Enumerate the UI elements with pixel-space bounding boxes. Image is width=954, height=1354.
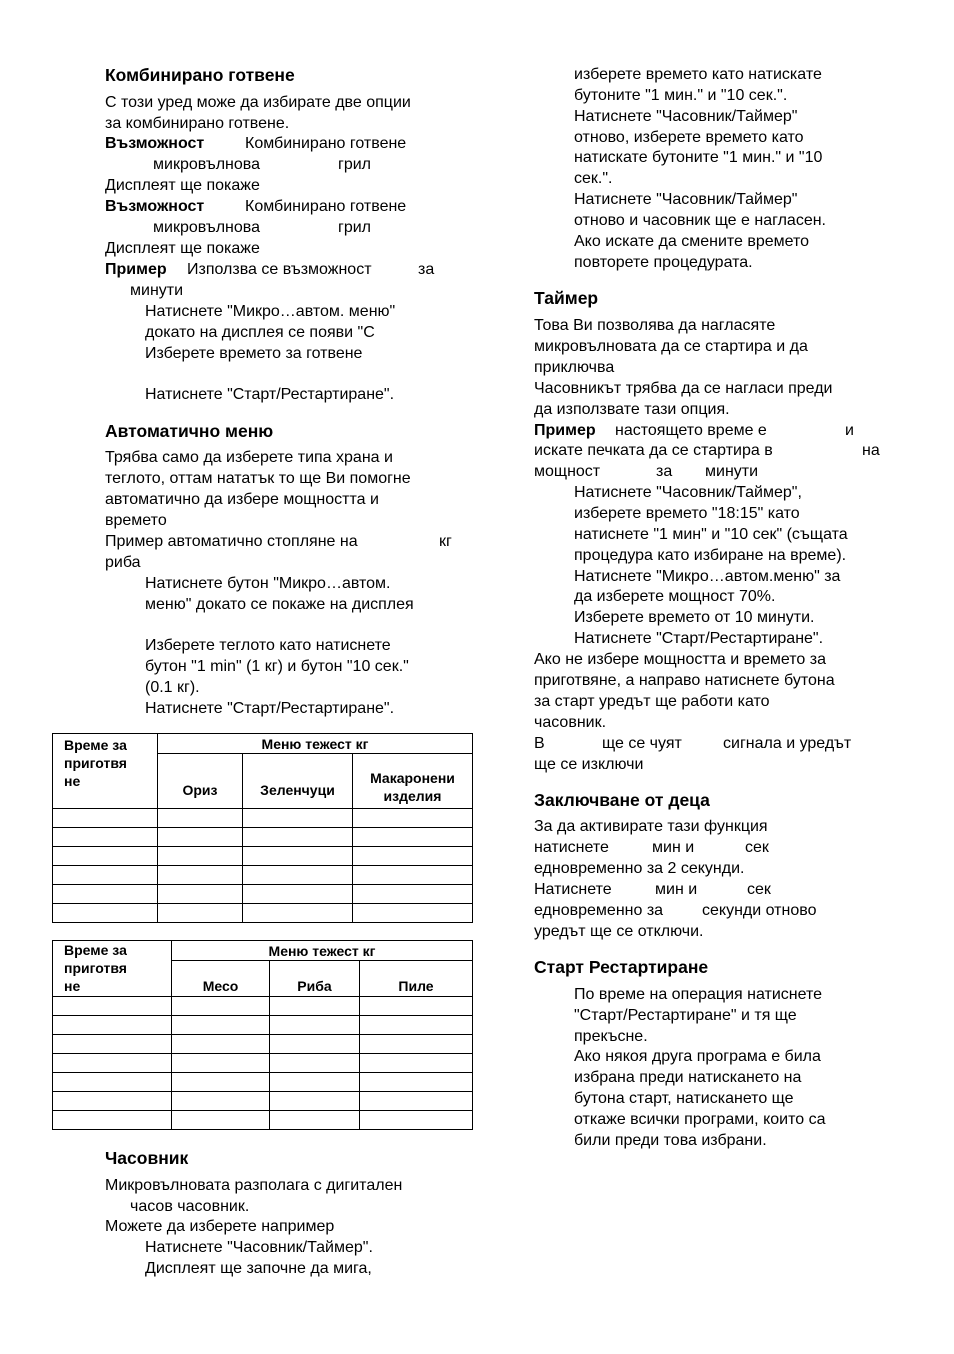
example-label: Пример xyxy=(105,261,167,278)
table-row xyxy=(53,1054,473,1073)
option-label: Възможност xyxy=(105,135,205,152)
text-line: ще се изключи xyxy=(534,756,644,773)
section-title-combined-cooking: Комбинирано готвене xyxy=(105,65,295,85)
header-text: не xyxy=(64,978,81,994)
section-title-clock: Часовник xyxy=(105,1148,189,1168)
text-line: повторете процедурата. xyxy=(574,254,753,271)
text-line: мин и xyxy=(655,881,698,898)
section-title-child-lock: Заключване от деца xyxy=(534,790,710,810)
header-text: Време за xyxy=(64,737,127,753)
text-line: Натиснете "Часовник/Таймер", xyxy=(574,484,802,501)
text-line: микровълнова xyxy=(153,219,260,236)
text-line: отново, изберете времето като xyxy=(574,129,804,146)
text-line: микровълновата да се стартира и да xyxy=(534,338,808,355)
text-line: Дисплеят ще покаже xyxy=(105,177,260,194)
text-line: Изберете теглото като натиснете xyxy=(145,637,391,654)
text-line: секунди отново xyxy=(702,902,817,919)
text-line: бутоните "1 мин." и "10 сек.". xyxy=(574,87,788,104)
text-line: откаже всички програми, които са xyxy=(574,1111,826,1128)
text-line: Ако някоя друга програма е била xyxy=(574,1048,821,1065)
text-line: изберете времето "18:15" като xyxy=(574,505,800,522)
text-line: Натиснете "Часовник/Таймер" xyxy=(574,108,798,125)
text-line: Натиснете "Старт/Рестартиране". xyxy=(574,630,824,647)
text-line: времето xyxy=(105,512,167,529)
table-row xyxy=(53,997,473,1016)
text-line: приключва xyxy=(534,359,615,376)
section-title-timer: Таймер xyxy=(534,288,599,308)
example-label: Пример xyxy=(534,422,596,439)
text-line: Натиснете "Микро…автом.меню" за xyxy=(574,568,841,585)
text-line: отново и часовник ще е нагласен. xyxy=(574,212,826,229)
text-line: натискате бутоните "1 мин." и "10 xyxy=(574,149,823,166)
text-line: Можете да изберете например xyxy=(105,1218,335,1235)
text-line: С този уред може да избирате две опции xyxy=(105,94,411,111)
text-line: бутона старт, натискането ще xyxy=(574,1090,794,1107)
column-header-rice: Ориз xyxy=(158,754,243,809)
text-line: грил xyxy=(338,156,372,173)
section-title-start-restart: Старт Рестартиране xyxy=(534,957,709,977)
text-line: "Старт/Рестартиране" и тя ще xyxy=(574,1007,797,1024)
text-line: Това Ви позволява да нагласяте xyxy=(534,317,776,334)
text-line: часовник. xyxy=(534,714,607,731)
text-line: приготвяне, а направо натиснете бутона xyxy=(534,672,835,689)
text-line: сек xyxy=(747,881,771,898)
table-row xyxy=(53,866,473,885)
text-line: В xyxy=(534,735,545,752)
text-line: Дисплеят ще покаже xyxy=(105,240,260,257)
text-line: минути xyxy=(705,463,759,480)
text-line: докато на дисплея се появи "C xyxy=(145,324,375,341)
text-line: сек.". xyxy=(574,170,613,187)
text-line: едновременно за xyxy=(534,902,664,919)
text-line: настоящето време е xyxy=(615,422,767,439)
text-line: ще се чуят xyxy=(602,735,682,752)
table-row xyxy=(53,885,473,904)
header-text: не xyxy=(64,773,81,789)
text-line: прекъсне. xyxy=(574,1028,648,1045)
table-row xyxy=(53,1073,473,1092)
text-line: Изберете времето за готвене xyxy=(145,345,363,362)
table-row xyxy=(53,828,473,847)
text-line: уредът ще се отключи. xyxy=(534,923,704,940)
column-header-pasta xyxy=(353,754,473,809)
header-text: приготвя xyxy=(64,960,127,976)
text-line: изберете времето като натискате xyxy=(574,66,822,83)
menu-weight-table-1 xyxy=(52,733,473,923)
menu-weight-header: Меню тежест кг xyxy=(158,734,473,754)
text-line: Ако не избере мощността и времето за xyxy=(534,651,826,668)
text-line: избрана преди натискането на xyxy=(574,1069,802,1086)
table-row xyxy=(53,904,473,923)
text-line: Комбинирано готвене xyxy=(245,198,407,215)
text-line: Ако искате да смените времето xyxy=(574,233,810,250)
column-header-fish: Риба xyxy=(270,961,360,997)
menu-weight-header: Меню тежест кг xyxy=(172,941,473,961)
table-row xyxy=(53,1016,473,1035)
text-line: едновременно за 2 секунди. xyxy=(534,860,745,877)
text-line: натиснете xyxy=(534,839,609,856)
header-text: Макаронени xyxy=(370,770,455,786)
text-line: Трябва само да изберете типа храна и xyxy=(105,449,393,466)
text-line: кг xyxy=(439,533,452,550)
text-line: Дисплеят ще започне да мига, xyxy=(145,1260,372,1277)
column-header-chicken: Пиле xyxy=(360,961,473,997)
text-line: Пример автоматично стопляне на xyxy=(105,533,358,550)
text-line: за xyxy=(418,261,435,278)
text-line: (0.1 кг). xyxy=(145,679,200,696)
text-line: Натиснете "Микро…автом. меню" xyxy=(145,303,396,320)
text-line: да изберете мощност 70%. xyxy=(574,588,776,605)
text-line: Натиснете "Старт/Рестартиране". xyxy=(145,386,395,403)
table-row xyxy=(53,809,473,828)
text-line: за xyxy=(656,463,673,480)
text-line: теглото, оттам нататък то ще Ви помогне xyxy=(105,470,411,487)
column-header-vegetables: Зеленчуци xyxy=(243,754,353,809)
section-title-auto-menu: Автоматично меню xyxy=(105,421,274,441)
text-line: за старт уредът ще работи като xyxy=(534,693,770,710)
text-line: Натиснете бутон "Микро…автом. xyxy=(145,575,391,592)
text-line: автоматично да избере мощността и xyxy=(105,491,379,508)
text-line: Натиснете "Часовник/Таймер". xyxy=(145,1239,373,1256)
text-line: мин и xyxy=(652,839,695,856)
table-row xyxy=(53,1092,473,1111)
text-line: грил xyxy=(338,219,372,236)
menu-weight-table-2 xyxy=(52,940,473,1130)
text-line: искате печката да се стартира в xyxy=(534,442,773,459)
option-label: Възможност xyxy=(105,198,205,215)
text-line: Изберете времето от 10 минути. xyxy=(574,609,815,626)
header-text: изделия xyxy=(383,788,442,804)
text-line: Микровълновата разполага с дигитален xyxy=(105,1177,403,1194)
column-header-meat: Месо xyxy=(172,961,270,997)
text-line: натиснете "1 мин" и "10 сек" (същата xyxy=(574,526,848,543)
text-line: За да активирате тази функция xyxy=(534,818,768,835)
text-line: меню" докато се покаже на дисплея xyxy=(145,596,414,613)
text-line: Натиснете xyxy=(534,881,612,898)
text-line: процедура като избиране на време). xyxy=(574,547,847,564)
text-line: за комбинирано готвене. xyxy=(105,115,290,132)
text-line: По време на операция натиснете xyxy=(574,986,823,1003)
text-line: и xyxy=(845,422,854,439)
text-line: бутон "1 min" (1 кг) и бутон "10 сек." xyxy=(145,658,409,675)
text-line: сек xyxy=(745,839,769,856)
text-line: Часовникът трябва да се нагласи преди xyxy=(534,380,833,397)
text-line: Комбинирано готвене xyxy=(245,135,407,152)
time-header-cell xyxy=(53,734,158,809)
table-row xyxy=(53,1111,473,1130)
text-line: Използва се възможност xyxy=(187,261,372,278)
text-line: микровълнова xyxy=(153,156,260,173)
text-line: били преди това избрани. xyxy=(574,1132,767,1149)
text-line: часов часовник. xyxy=(130,1198,250,1215)
table-row xyxy=(53,1035,473,1054)
text-line: Натиснете "Старт/Рестартиране". xyxy=(145,700,395,717)
header-text: приготвя xyxy=(64,755,127,771)
header-text: Време за xyxy=(64,942,127,958)
text-line: сигнала и уредът xyxy=(723,735,852,752)
text-line: риба xyxy=(105,554,141,571)
text-line: мощност xyxy=(534,463,601,480)
text-line: Натиснете "Часовник/Таймер" xyxy=(574,191,798,208)
text-line: на xyxy=(862,442,880,459)
text-line: минути xyxy=(130,282,184,299)
table-row xyxy=(53,847,473,866)
text-line: да използвате тази опция. xyxy=(534,401,730,418)
time-header-cell xyxy=(53,941,172,997)
